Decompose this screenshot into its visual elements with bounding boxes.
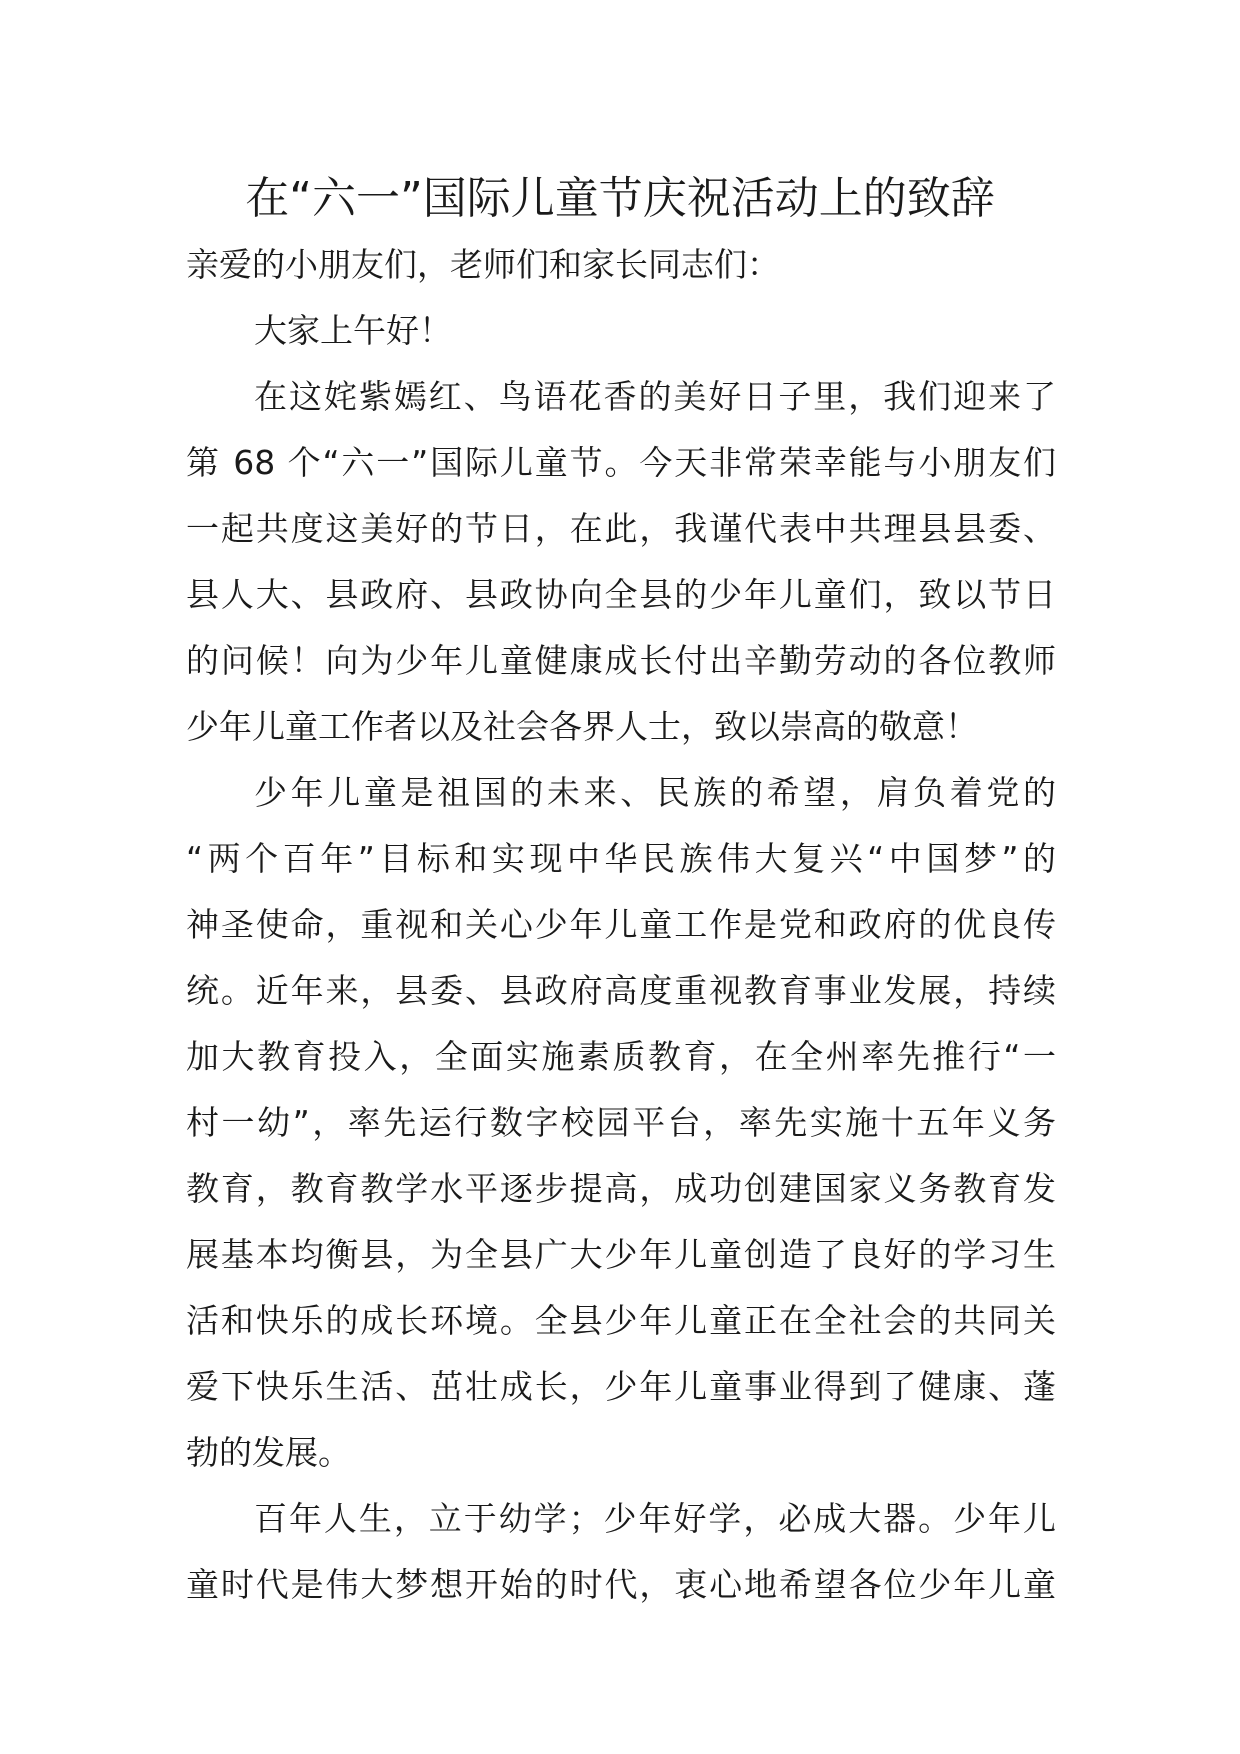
paragraph-line: 统。近年来，县委、县政府高度重视教育事业发展，持续 xyxy=(186,971,1056,1010)
paragraph-line: 少年儿童是祖国的未来、民族的希望，肩负着党的 xyxy=(254,773,1056,812)
paragraph-line: 勃的发展。 xyxy=(186,1433,351,1472)
paragraph-line: 少年儿童工作者以及社会各界人士，致以崇高的敬意！ xyxy=(186,707,978,746)
greeting-line: 大家上午好！ xyxy=(254,311,452,350)
paragraph-line: 教育，教育教学水平逐步提高，成功创建国家义务教育发 xyxy=(186,1169,1056,1208)
paragraph-line: 第 68 个“六一”国际儿童节。今天非常荣幸能与小朋友们 xyxy=(186,443,1056,482)
salutation-line: 亲爱的小朋友们，老师们和家长同志们： xyxy=(186,245,780,284)
paragraph-line: 童时代是伟大梦想开始的时代，衷心地希望各位少年儿童 xyxy=(186,1565,1056,1604)
paragraph-line: 一起共度这美好的节日，在此，我谨代表中共理县县委、 xyxy=(186,509,1056,548)
paragraph-line: 加大教育投入，全面实施素质教育，在全州率先推行“一 xyxy=(186,1037,1056,1076)
paragraph-line: “两个百年”目标和实现中华民族伟大复兴“中国梦”的 xyxy=(186,839,1056,878)
document-title: 在“六一”国际儿童节庆祝活动上的致辞 xyxy=(245,173,995,224)
paragraph-line: 百年人生，立于幼学；少年好学，必成大器。少年儿 xyxy=(254,1499,1056,1538)
paragraph-line: 活和快乐的成长环境。全县少年儿童正在全社会的共同关 xyxy=(186,1301,1056,1340)
paragraph-line: 神圣使命，重视和关心少年儿童工作是党和政府的优良传 xyxy=(186,905,1056,944)
paragraph-line: 爱下快乐生活、茁壮成长，少年儿童事业得到了健康、蓬 xyxy=(186,1367,1056,1406)
paragraph-line: 村一幼”，率先运行数字校园平台，率先实施十五年义务 xyxy=(186,1103,1056,1142)
paragraph-line: 的问候！向为少年儿童健康成长付出辛勤劳动的各位教师 xyxy=(186,641,1056,680)
paragraph-line: 展基本均衡县，为全县广大少年儿童创造了良好的学习生 xyxy=(186,1235,1056,1274)
paragraph-line: 县人大、县政府、县政协向全县的少年儿童们，致以节日 xyxy=(186,575,1056,614)
paragraph-line: 在这姹紫嫣红、鸟语花香的美好日子里，我们迎来了 xyxy=(254,377,1056,416)
document-body xyxy=(186,232,1056,1618)
